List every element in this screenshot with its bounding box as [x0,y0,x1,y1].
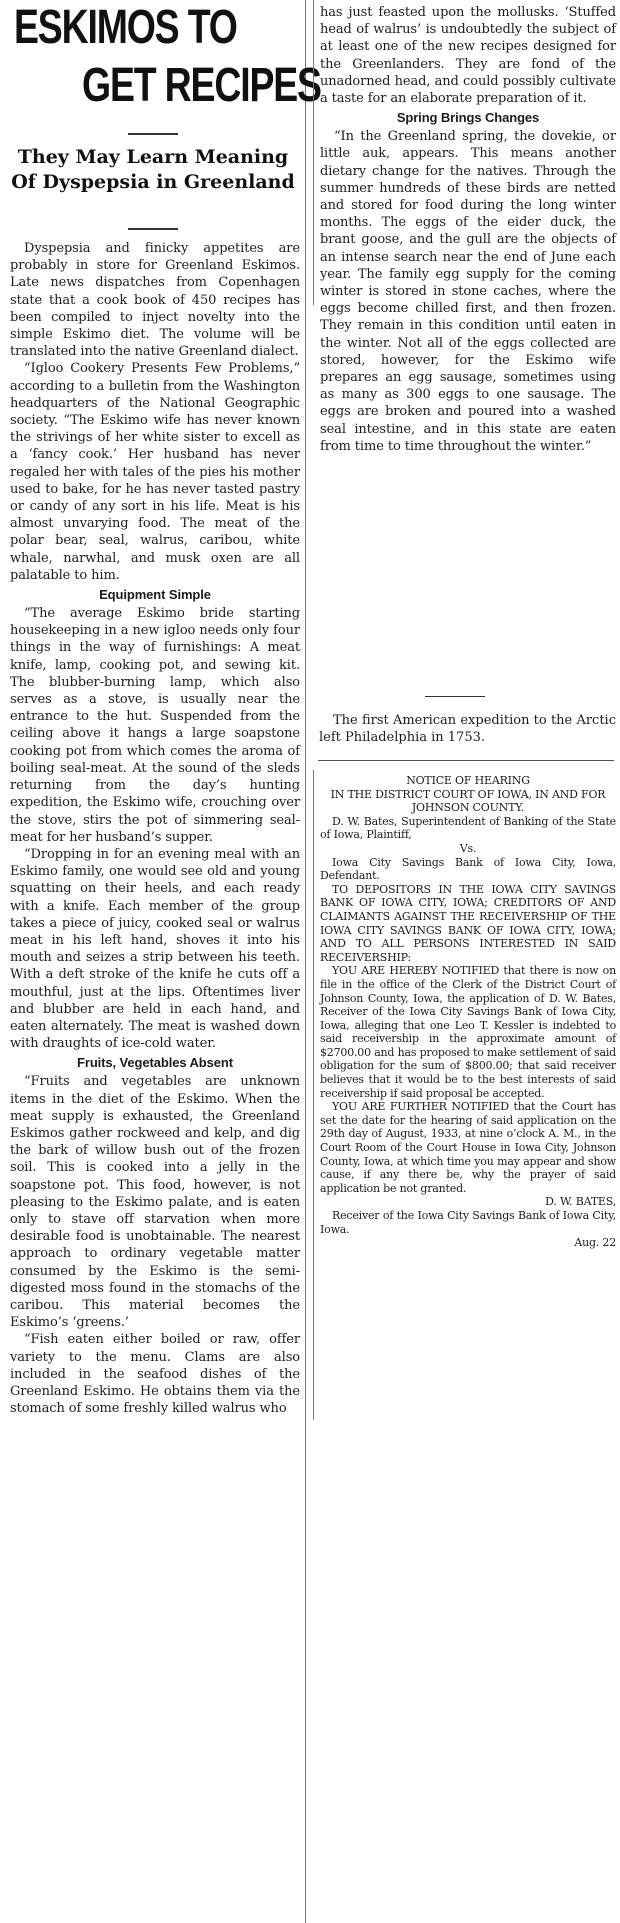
notice-paragraph: YOU ARE HEREBY NOTIFIED that there is now on file in the office of the Clerk of the District Court of Johnson County, Iowa, the application of D. W. Bates, Receiver of the Iowa City Savings Bank of Iowa City, Iowa, alleging that one Leo T. Kessler is indebted to said receivership in the approximate amount of $2700.00 and has proposed to make settlement of said obligation for the sum of $800.00; that said receiver believes that it would be to the best interests of said receivership if said proposal be accepted. [320,964,616,1100]
filler-note [313,712,620,746]
article-end-rule [425,696,485,697]
article-left-body [10,240,300,1417]
section-heading: Fruits, Vegetables Absent [77,1055,233,1071]
article-paragraph: “Igloo Cookery Presents Few Problems,” according to a bulletin from the Washington headquarters of the National Geographic society. “The Eskimo wife has never known the strivings of her white sister to excell as a ‘fancy cook.’ Her husband has never regaled her with tales of the pies his mother used to bake, for he has never tasted pastry or candy of any sort in his life. Meat is his almost unvarying food. The meat of the polar bear, seal, walrus, caribou, white whale, narwhal, and musk oxen are all palatable to him. [10,361,300,583]
filler-text: The first American expedition to the Arctic left Philadelphia in 1753. [319,713,616,746]
article-paragraph: “The average Eskimo bride starting housekeeping in a new igloo needs only four things in the way of furnishings: A meat knife, lamp, cooking pot, and sewing kit. The blubber-burning lamp, which also serves as a stove, is usually near the entrance to the hut. Suspended from the ceiling above it hangs a large soapstone cooking pot from which comes the aroma of boiling seal-meat. At the sound of the sleds returning from the day’s hunting expedition, the Eskimo wife, crouching over the stove, stirs the pot of simmering seal-meat for her husband’s supper. [10,606,300,845]
article-paragraph: “Dropping in for an evening meal with an Eskimo family, one would see old and young squatting on their heels, and each ready with a knife. Each member of the group takes a piece of juicy, cooked seal or walrus meat in his left hand, shoves it into his mouth and seizes a strip between his teeth. With a deft stroke of the knife he cuts off a mouthful, just at the lips. Oftentimes liver and blubber are held in each hand, and eaten alternately. The meat is washed down with draughts of ice-cold water. [10,846,300,1052]
notice-signer: D. W. BATES, [545,1195,616,1209]
article-paragraph: has just feasted upon the mollusks. ‘Stuffed head of walrus’ is undoubtedly the subject of at least one of the new recipes designed for the Greenlanders. They are fond of the unadorned head, and could possibly cultivate a taste for an elaborate preparation of it. [320,5,616,107]
subheadline-rule [128,228,178,230]
notice-paragraph: YOU ARE FURTHER NOTIFIED that the Court has set the date for the hearing of said application on the 29th day of August, 1933, at nine o’clock A. M., in the Court Room of the Court House in Iowa City, Johnson County, Iowa, at which time you may appear and show cause, if any there be, why the prayer of said application be not granted. [320,1100,616,1195]
notice-date: Aug. 22 [574,1236,616,1250]
notice-vs: Vs. [459,841,477,855]
article-paragraph: Dyspepsia and finicky appetites are probably in store for Greenland Eskimos. Late news dispatches from Copenhagen state that a cook book of 450 recipes has been compiled to inject novelty into the simple Eskimo diet. The volume will be translated into the native Greenland dialect. [10,241,300,360]
notice-top-rule [318,760,614,761]
notice-addressees: TO DEPOSITORS IN THE IOWA CITY SAVINGS BANK OF IOWA CITY, IOWA; CREDITORS OF AND CLAIMANTS AGAINST THE RECEIVERSHIP OF THE IOWA CITY SAVINGS BANK OF IOWA CITY, IOWA; AND TO ALL PERSONS INTERESTED IN SAID RECEIVERSHIP: [320,882,616,964]
article-paragraph: “In the Greenland spring, the dovekie, or little auk, appears. This means another dietary change for the natives. Through the summer hundreds of these birds are netted and stored for food during the long winter months. The eggs of the eider duck, the brant goose, and the gull are the objects of an intense search near the end of June each year. The family egg supply for the coming winter is stored in stone caches, where the eggs become chilled first, and then frozen. They remain in this condition until eaten in the winter. Not all of the eggs collected are stored, however, for the Eskimo wife prepares an egg sausage, sometimes using as many as 300 eggs to one sausage. The eggs are broken and poured into a washed seal intestine, and in this state are eaten from time to time throughout the winter.” [320,129,616,454]
notice-title: NOTICE OF HEARING [406,774,530,787]
headline-line-1: ESKIMOS TO [14,1,237,54]
notice-plaintiff: D. W. Bates, Superintendent of Banking of the State of Iowa, Plaintiff, [320,814,616,842]
headline-line-2: GET RECIPES [82,59,321,112]
article-right-body [313,0,620,454]
notice-defendant: Iowa City Savings Bank of Iowa City, Iowa, Defendant. [320,855,616,883]
legal-notice [313,770,620,1420]
notice-court: IN THE DISTRICT COURT OF IOWA, IN AND FOR JOHNSON COUNTY. [330,787,606,815]
article-paragraph: “Fruits and vegetables are unknown items in the diet of the Eskimo. When the meat supply is exhausted, the Greenland Eskimos gather rockweed and kelp, and dig the bark of willow bush out of the frozen soil. This is cooked into a jelly in the soapstone pot. This food, however, is not pleasing to the Eskimo palate, and is eaten only to stave off starvation when more desirable food is unobtainable. The nearest approach to ordinary vegetable matter consumed by the Eskimo is the semi-digested moss found in the stomachs of the caribou. This material becomes the Eskimo’s ‘greens.’ [10,1074,300,1331]
article-paragraph: “Fish eaten either boiled or raw, offer variety to the menu. Clams are also included in the seafood dishes of the Greenland Eskimo. He obtains them via the stomach of some freshly killed walrus who [10,1332,300,1417]
subheadline: They May Learn Meaning Of Dyspepsia in Greenland [11,146,295,193]
headline-rule [128,133,178,135]
section-heading: Equipment Simple [99,587,211,603]
notice-signer-title: Receiver of the Iowa City Savings Bank of Iowa City, Iowa. [320,1209,616,1236]
section-heading: Spring Brings Changes [396,110,540,126]
